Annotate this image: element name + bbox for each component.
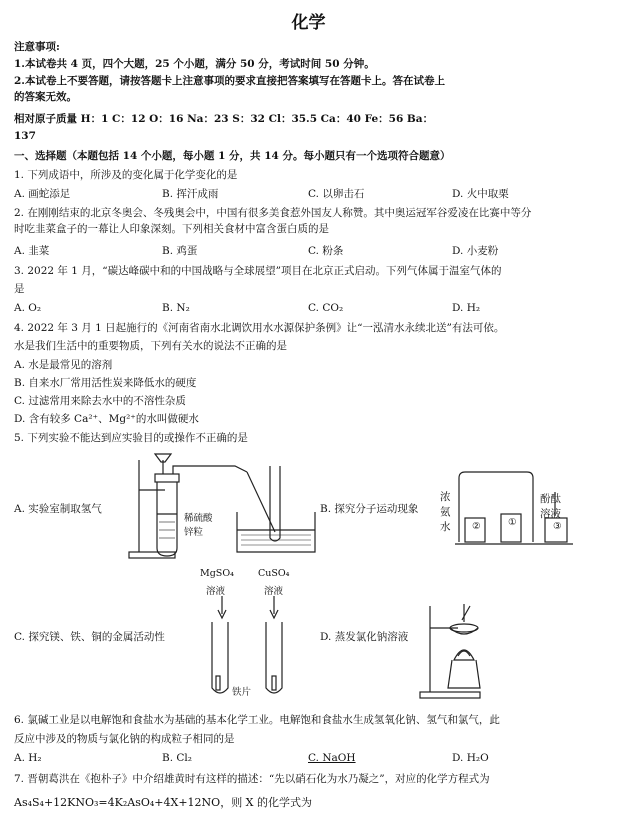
q5-c-solution-cu: CuSO₄ — [258, 568, 290, 579]
q1-option-a: A. 画蛇添足 — [14, 188, 71, 200]
q5-d-label: D. 蒸发氯化钠溶液 — [320, 631, 409, 643]
q5-a-reagent-zinc: 锌粒 — [184, 527, 204, 538]
q5-c-solution-mg-b: 溶液 — [206, 586, 226, 597]
q5-a-reagent-acid: 稀硫酸 — [184, 513, 213, 524]
q5-b-ammonia-2: 氨 — [440, 506, 451, 518]
q2-stem-b: 时吃韭菜盒子的一幕让人印象深刻。下列相关食材中富含蛋白质的是 — [14, 223, 329, 235]
q5-b-beaker-3: ③ — [553, 521, 562, 532]
q5-b-ammonia-1: 浓 — [440, 491, 451, 503]
q3-option-b: B. N₂ — [162, 302, 190, 314]
notice-item-1: 1.本试卷共 4 页，四个大题，25 个小题，满分 50 分，考试时间 50 分钟。 — [14, 58, 375, 70]
notice-heading: 注意事项: — [14, 41, 60, 53]
notice-item-2b: 的答案无效。 — [14, 91, 77, 103]
page-title: 化学 — [291, 13, 326, 33]
q5-b-beaker-2: ② — [472, 521, 481, 532]
hydrogen-apparatus-figure — [125, 452, 320, 564]
q3-option-d: D. H₂ — [452, 302, 481, 314]
q1-stem: 1. 下列成语中，所涉及的变化属于化学变化的是 — [14, 169, 238, 181]
q5-b-phenol-1: 酚酞 — [540, 493, 561, 505]
q6-option-c: C. NaOH — [308, 752, 356, 764]
q6-stem-b: 反应中涉及的物质与氯化钠的构成粒子相同的是 — [14, 733, 235, 745]
q5-stem: 5. 下列实验不能达到应实验目的或操作不正确的是 — [14, 432, 248, 444]
q5-a-label: A. 实验室制取氢气 — [14, 503, 102, 515]
q5-b-beaker-1: ① — [508, 517, 517, 528]
q6-option-b: B. Cl₂ — [162, 752, 192, 764]
q1-option-d: D. 火中取栗 — [452, 188, 509, 200]
evaporation-figure — [418, 600, 498, 700]
q5-b-ammonia-3: 水 — [440, 521, 451, 533]
q2-option-b: B. 鸡蛋 — [162, 245, 198, 257]
q3-stem-a: 3. 2022 年 1 月，“碳达峰碳中和的中国战略与全球展望”项目在北京正式启动。下列气体属于温室气体的 — [14, 265, 502, 277]
q7-stem: 7. 晋朝葛洪在《抱朴子》中介绍雄黄时有这样的描述：“先以硝石化为水乃凝之”，对应的化学方程式为 — [14, 773, 490, 785]
q3-option-a: A. O₂ — [14, 302, 42, 314]
q6-option-d: D. H₂O — [452, 752, 489, 764]
atomic-masses-a: 相对原子质量 H：1 C：12 O：16 Na：23 S：32 Cl：35.5 Ca：40 Fe：56 Ba： — [14, 113, 434, 125]
q2-option-a: A. 韭菜 — [14, 245, 50, 257]
q7-equation: As₄S₄+12KNO₃=4K₂AsO₄+4X+12NO，则 X 的化学式为 — [14, 796, 313, 809]
q4-option-c: C. 过滤常用来除去水中的不溶性杂质 — [14, 395, 186, 407]
q5-b-label: B. 探究分子运动现象 — [320, 503, 419, 515]
q5-c-solution-cu-b: 溶液 — [264, 586, 284, 597]
q1-option-b: B. 挥汗成雨 — [162, 188, 219, 200]
q2-option-d: D. 小麦粉 — [452, 245, 499, 257]
q1-option-c: C. 以卵击石 — [308, 188, 365, 200]
q5-b-phenol-2: 溶液 — [540, 508, 561, 520]
q5-c-solution-mg: MgSO₄ — [200, 568, 234, 579]
q5-c-metal: 铁片 — [232, 687, 252, 698]
q6-stem-a: 6. 氯碱工业是以电解饱和食盐水为基础的基本化学工业。电解饱和食盐水生成氢氧化钠、氢气和氯气，此 — [14, 714, 500, 726]
q4-option-b: B. 自来水厂常用活性炭来降低水的硬度 — [14, 377, 197, 389]
q3-option-c: C. CO₂ — [308, 302, 344, 314]
q4-option-a: A. 水是最常见的溶剂 — [14, 359, 113, 371]
q6-option-a: A. H₂ — [14, 752, 42, 764]
section-1-heading: 一、选择题（本题包括 14 个小题，每小题 1 分，共 14 分。每小题只有一个选项符合题意） — [14, 150, 451, 162]
q4-stem-a: 4. 2022 年 3 月 1 日起施行的《河南省南水北调饮用水水源保护条例》让“一泓清水永续北送”有法可依。 — [14, 322, 505, 334]
q4-stem-b: 水是我们生活中的重要物质，下列有关水的说法不正确的是 — [14, 340, 287, 352]
q2-stem-a: 2. 在刚刚结束的北京冬奥会、冬残奥会中，中国有很多美食惹外国友人称赞。其中奥运冠军谷爱凌在比赛中等分 — [14, 207, 532, 219]
q2-option-c: C. 粉条 — [308, 245, 344, 257]
q4-option-d: D. 含有较多 Ca²⁺、Mg²⁺的水叫做硬水 — [14, 413, 199, 425]
notice-item-2a: 2.本试卷上不要答题，请按答题卡上注意事项的要求直接把答案填写在答题卡上。答在试卷上 — [14, 75, 445, 87]
q5-c-label: C. 探究镁、铁、铜的金属活动性 — [14, 631, 165, 643]
molecule-motion-figure — [455, 470, 575, 555]
atomic-masses-b: 137 — [14, 130, 36, 142]
q3-stem-b: 是 — [14, 283, 25, 295]
